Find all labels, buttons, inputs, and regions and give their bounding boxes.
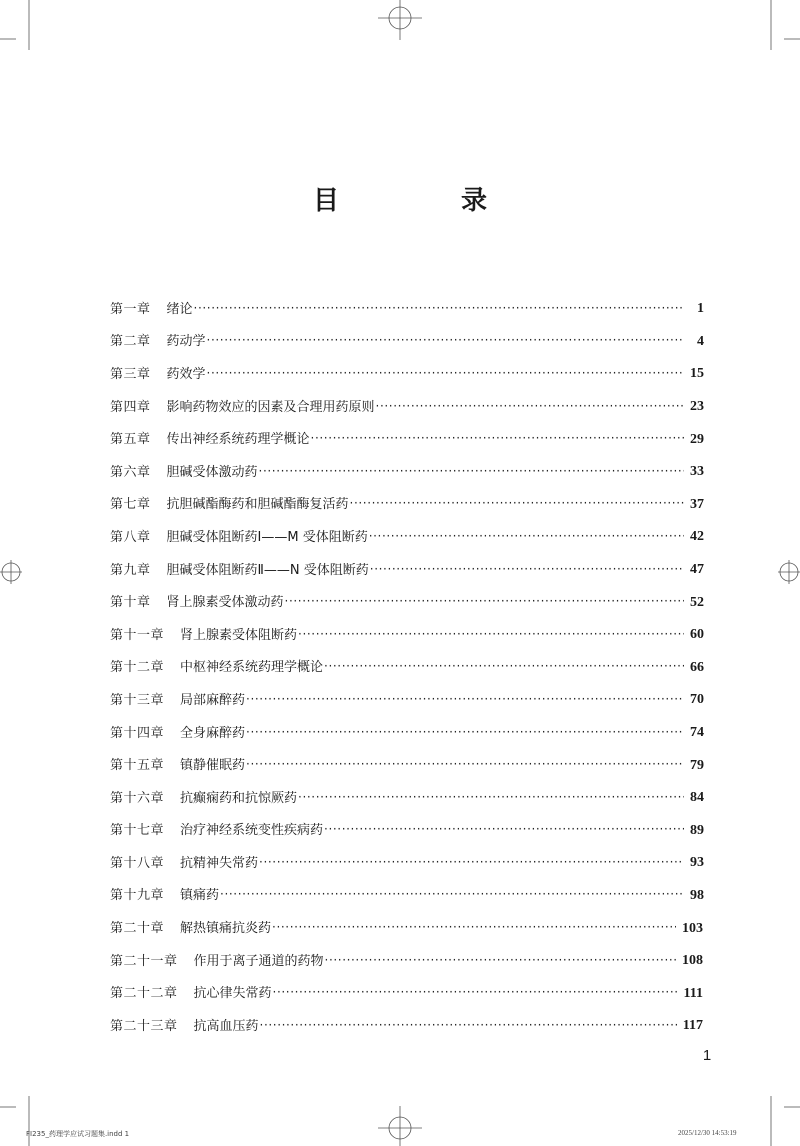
toc-entry[interactable]: [110, 684, 704, 717]
toc-chapter-title: 抗精神失常药: [180, 855, 259, 871]
toc-page-number: 79: [690, 757, 704, 773]
toc-leader-dots: [285, 596, 684, 609]
toc-page-number: 108: [682, 953, 703, 969]
toc-chapter-number: 第十五章: [110, 758, 165, 774]
toc-page-number: 98: [690, 887, 704, 903]
toc-chapter-number: 第十章: [110, 595, 151, 611]
page-number: 1: [702, 1047, 712, 1064]
toc-chapter-title: 治疗神经系统变性疾病药: [180, 823, 324, 839]
toc-chapter-title: 抗心律失常药: [193, 986, 272, 1002]
toc-chapter-number: 第一章: [110, 301, 151, 317]
toc-chapter-title: 肾上腺素受体激动药: [166, 595, 284, 611]
toc-leader-dots: [325, 955, 676, 968]
toc-entry[interactable]: [110, 880, 704, 913]
toc-chapter-number: 第十三章: [110, 692, 165, 708]
toc-leader-dots: [259, 857, 684, 870]
toc-chapter-number: 第十七章: [110, 823, 165, 839]
toc-entry[interactable]: [110, 782, 704, 815]
toc-entry[interactable]: [110, 977, 704, 1010]
toc-leader-dots: [370, 564, 684, 577]
toc-page-number: 70: [690, 692, 704, 708]
toc-chapter-title: 中枢神经系统药理学概论: [180, 660, 324, 676]
toc-entry[interactable]: [110, 521, 704, 554]
toc-entry[interactable]: [110, 358, 704, 391]
toc-chapter-title: 胆碱受体激动药: [166, 464, 258, 480]
toc-page-number: 42: [690, 529, 704, 545]
toc-chapter-number: 第四章: [110, 399, 151, 415]
toc-entry[interactable]: [110, 619, 704, 652]
toc-page-number: 111: [683, 985, 703, 1001]
toc-page-number: 23: [690, 399, 704, 415]
toc-leader-dots: [260, 1020, 677, 1033]
toc-entry[interactable]: [110, 456, 704, 489]
toc-chapter-number: 第十八章: [110, 855, 165, 871]
toc-page-number: 33: [690, 464, 704, 480]
toc-leader-dots: [369, 531, 684, 544]
toc-page-number: 52: [690, 594, 704, 610]
toc-chapter-title: 肾上腺素受体阻断药: [180, 627, 298, 643]
toc-chapter-title: 抗癫痫药和抗惊厥药: [180, 790, 298, 806]
toc-entry[interactable]: [110, 717, 704, 750]
toc-page-number: 93: [690, 855, 704, 871]
toc-chapter-number: 第十二章: [110, 660, 165, 676]
toc-entry[interactable]: [110, 326, 704, 359]
toc-leader-dots: [350, 498, 684, 511]
toc-entry[interactable]: [110, 749, 704, 782]
toc-chapter-number: 第十九章: [110, 888, 165, 904]
toc-entry[interactable]: [110, 652, 704, 685]
toc-page-number: 29: [690, 431, 704, 447]
toc-page-number: 84: [690, 790, 704, 806]
toc-entry[interactable]: [110, 815, 704, 848]
toc-chapter-number: 第九章: [110, 562, 151, 578]
toc-page-number: 4: [697, 333, 704, 349]
toc-entry[interactable]: [110, 554, 704, 587]
toc-entry[interactable]: [110, 945, 704, 978]
table-of-contents: [110, 293, 704, 1043]
toc-leader-dots: [324, 824, 684, 837]
toc-leader-dots: [207, 368, 684, 381]
toc-leader-dots: [207, 335, 684, 348]
toc-chapter-title: 镇痛药: [180, 888, 220, 904]
toc-chapter-title: 药效学: [166, 366, 206, 382]
toc-page-number: 66: [690, 659, 704, 675]
toc-chapter-number: 第五章: [110, 432, 151, 448]
toc-entry[interactable]: [110, 423, 704, 456]
toc-chapter-title: 胆碱受体阻断药Ⅰ——M 受体阻断药: [166, 529, 368, 545]
toc-page-number: 89: [690, 822, 704, 838]
toc-leader-dots: [298, 629, 684, 642]
toc-chapter-number: 第十四章: [110, 725, 165, 741]
toc-leader-dots: [246, 759, 684, 772]
print-slug-timestamp: 2025/12/30 14:53:19: [678, 1129, 737, 1137]
toc-page-number: 47: [690, 562, 704, 578]
toc-leader-dots: [246, 727, 684, 740]
toc-leader-dots: [259, 466, 684, 479]
toc-chapter-number: 第十一章: [110, 627, 165, 643]
toc-entry[interactable]: [110, 489, 704, 522]
toc-chapter-number: 第二章: [110, 334, 151, 350]
toc-leader-dots: [194, 303, 684, 316]
toc-entry[interactable]: [110, 293, 704, 326]
toc-page-number: 74: [690, 725, 704, 741]
toc-chapter-title: 绪论: [166, 301, 193, 317]
toc-chapter-number: 第二十章: [110, 921, 165, 937]
toc-chapter-number: 第七章: [110, 497, 151, 513]
toc-leader-dots: [311, 433, 684, 446]
toc-page-number: 60: [690, 627, 704, 643]
toc-chapter-title: 抗胆碱酯酶药和胆碱酯酶复活药: [166, 497, 349, 513]
toc-chapter-number: 第二十三章: [110, 1018, 178, 1034]
toc-entry[interactable]: [110, 912, 704, 945]
toc-page-number: 103: [682, 920, 703, 936]
toc-chapter-title: 解热镇痛抗炎药: [180, 921, 272, 937]
toc-entry[interactable]: [110, 1010, 704, 1043]
toc-page-number: 15: [690, 366, 704, 382]
toc-leader-dots: [376, 401, 684, 414]
toc-leader-dots: [298, 792, 684, 805]
toc-chapter-title: 局部麻醉药: [180, 692, 246, 708]
toc-page-number: 1: [697, 301, 704, 317]
toc-page-number: 37: [690, 496, 704, 512]
toc-page-number: 117: [682, 1018, 703, 1034]
toc-leader-dots: [246, 694, 684, 707]
toc-chapter-number: 第六章: [110, 464, 151, 480]
toc-chapter-title: 镇静催眠药: [180, 758, 246, 774]
toc-chapter-title: 作用于离子通道的药物: [193, 953, 324, 969]
toc-leader-dots: [324, 661, 684, 674]
toc-chapter-title: 抗高血压药: [193, 1018, 259, 1034]
toc-entry[interactable]: [110, 586, 704, 619]
toc-chapter-title: 影响药物效应的因素及合理用药原则: [166, 399, 375, 415]
toc-chapter-number: 第十六章: [110, 790, 165, 806]
print-slug-filename: FI235_药理学应试习题集.indd 1: [26, 1130, 130, 1138]
toc-leader-dots: [220, 889, 684, 902]
toc-entry[interactable]: [110, 391, 704, 424]
toc-chapter-title: 全身麻醉药: [180, 725, 246, 741]
toc-chapter-title: 胆碱受体阻断药Ⅱ——N 受体阻断药: [166, 562, 369, 578]
toc-chapter-title: 传出神经系统药理学概论: [166, 432, 310, 448]
toc-leader-dots: [273, 987, 678, 1000]
toc-chapter-number: 第八章: [110, 529, 151, 545]
page-title: 目 录: [312, 186, 535, 216]
toc-chapter-number: 第二十二章: [110, 986, 178, 1002]
toc-chapter-number: 第三章: [110, 366, 151, 382]
toc-chapter-title: 药动学: [166, 334, 206, 350]
toc-chapter-number: 第二十一章: [110, 953, 178, 969]
toc-entry[interactable]: [110, 847, 704, 880]
toc-leader-dots: [272, 922, 676, 935]
